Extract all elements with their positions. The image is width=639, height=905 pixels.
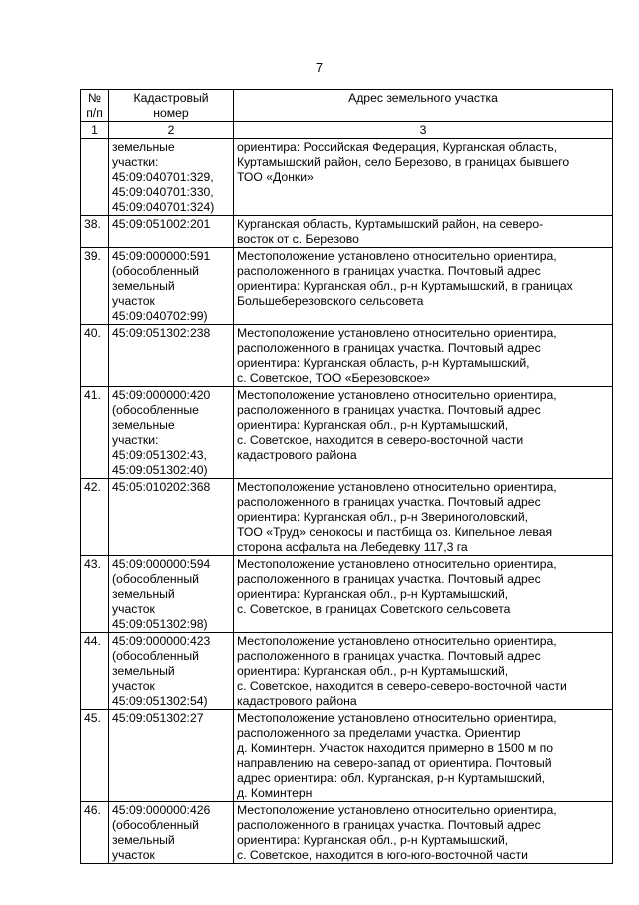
table-row — [81, 556, 613, 633]
address: Местоположение установлено относительно ориентира, расположенного в границах участка. Почтовый адрес ориентира: Курганская обл., р-н Куртамышский, с. Советское, в границах Советского сельсовета — [234, 556, 613, 633]
table-row — [81, 325, 613, 387]
row-number: 44. — [81, 633, 109, 710]
address: Местоположение установлено относительно ориентира, расположенного в границах участка. Почтовый адрес ориентира: Курганская обл., р-н Звериноголовский, ТОО «Труд» сенокосы и пастбища оз. Кипельное левая сторона асфальта на Лебедевку 117,3 га — [234, 479, 613, 556]
cadastral-number: 45:09:051302:27 — [109, 710, 234, 802]
address: Местоположение установлено относительно ориентира, расположенного в границах участка. Почтовый адрес ориентира: Курганская обл., р-н Куртамышский, с. Советское, находится в северо-северо-восточной части кадастрового района — [234, 633, 613, 710]
address: ориентира: Российская Федерация, Курганская область, Куртамышский район, село Березово, в границах бывшего ТОО «Донки» — [234, 139, 613, 216]
row-number: 39. — [81, 248, 109, 325]
header-cadastral-number: Кадастровый номер — [109, 90, 234, 122]
column-number-row — [81, 122, 613, 139]
address: Местоположение установлено относительно ориентира, расположенного в границах участка. Почтовый адрес ориентира: Курганская обл., р-н Куртамышский, с. Советское, находится в юго-юго-восточной части — [234, 802, 613, 864]
cadastral-number: земельные участки: 45:09:040701:329, 45:09:040701:330, 45:09:040701:324) — [109, 139, 234, 216]
cadastral-number: 45:05:010202:368 — [109, 479, 234, 556]
row-number: 38. — [81, 216, 109, 248]
table-row — [81, 710, 613, 802]
table-row — [81, 479, 613, 556]
cadastral-number: 45:09:000000:591 (обособленный земельный участок 45:09:040702:99) — [109, 248, 234, 325]
column-number: 1 — [81, 122, 109, 139]
header-address: Адрес земельного участка — [234, 90, 613, 122]
cadastral-number: 45:09:051002:201 — [109, 216, 234, 248]
address: Местоположение установлено относительно ориентира, расположенного в границах участка. Почтовый адрес ориентира: Курганская обл., р-н Куртамышский, в границах Большеберезовского сельсовета — [234, 248, 613, 325]
address: Курганская область, Куртамышский район, на северо- восток от с. Березово — [234, 216, 613, 248]
row-number: 40. — [81, 325, 109, 387]
table-row — [81, 387, 613, 479]
table-row — [81, 633, 613, 710]
address: Местоположение установлено относительно ориентира, расположенного в границах участка. Почтовый адрес ориентира: Курганская обл., р-н Куртамышский, с. Советское, находится в северо-восточной части кадастрового района — [234, 387, 613, 479]
page-number: 7 — [315, 60, 324, 75]
row-number — [81, 139, 109, 216]
cadastral-table — [80, 89, 613, 864]
cadastral-number: 45:09:051302:238 — [109, 325, 234, 387]
table-row — [81, 248, 613, 325]
cadastral-number: 45:09:000000:420 (обособленные земельные участки: 45:09:051302:43, 45:09:051302:40) — [109, 387, 234, 479]
row-number: 41. — [81, 387, 109, 479]
table-row — [81, 216, 613, 248]
column-number: 3 — [234, 122, 613, 139]
row-number: 46. — [81, 802, 109, 864]
column-number: 2 — [109, 122, 234, 139]
cadastral-number: 45:09:000000:426 (обособленный земельный участок — [109, 802, 234, 864]
address: Местоположение установлено относительно ориентира, расположенного в границах участка. Почтовый адрес ориентира: Курганская область, р-н Куртамышский, с. Советское, ТОО «Березовское» — [234, 325, 613, 387]
address: Местоположение установлено относительно ориентира, расположенного за пределами участка. Ориентир д. Коминтерн. Участок находится примерно в 1500 м по направлению на северо-запад от ориентира. Почтовый адрес ориентира: обл. Курганская, р-н Куртамышский, д. Коминтерн — [234, 710, 613, 802]
row-number: 45. — [81, 710, 109, 802]
header-number: № п/п — [81, 90, 109, 122]
cadastral-number: 45:09:000000:423 (обособленный земельный участок 45:09:051302:54) — [109, 633, 234, 710]
cadastral-number: 45:09:000000:594 (обособленный земельный участок 45:09:051302:98) — [109, 556, 234, 633]
table-row — [81, 139, 613, 216]
table-header-row — [81, 90, 613, 122]
table-row — [81, 802, 613, 864]
row-number: 43. — [81, 556, 109, 633]
row-number: 42. — [81, 479, 109, 556]
